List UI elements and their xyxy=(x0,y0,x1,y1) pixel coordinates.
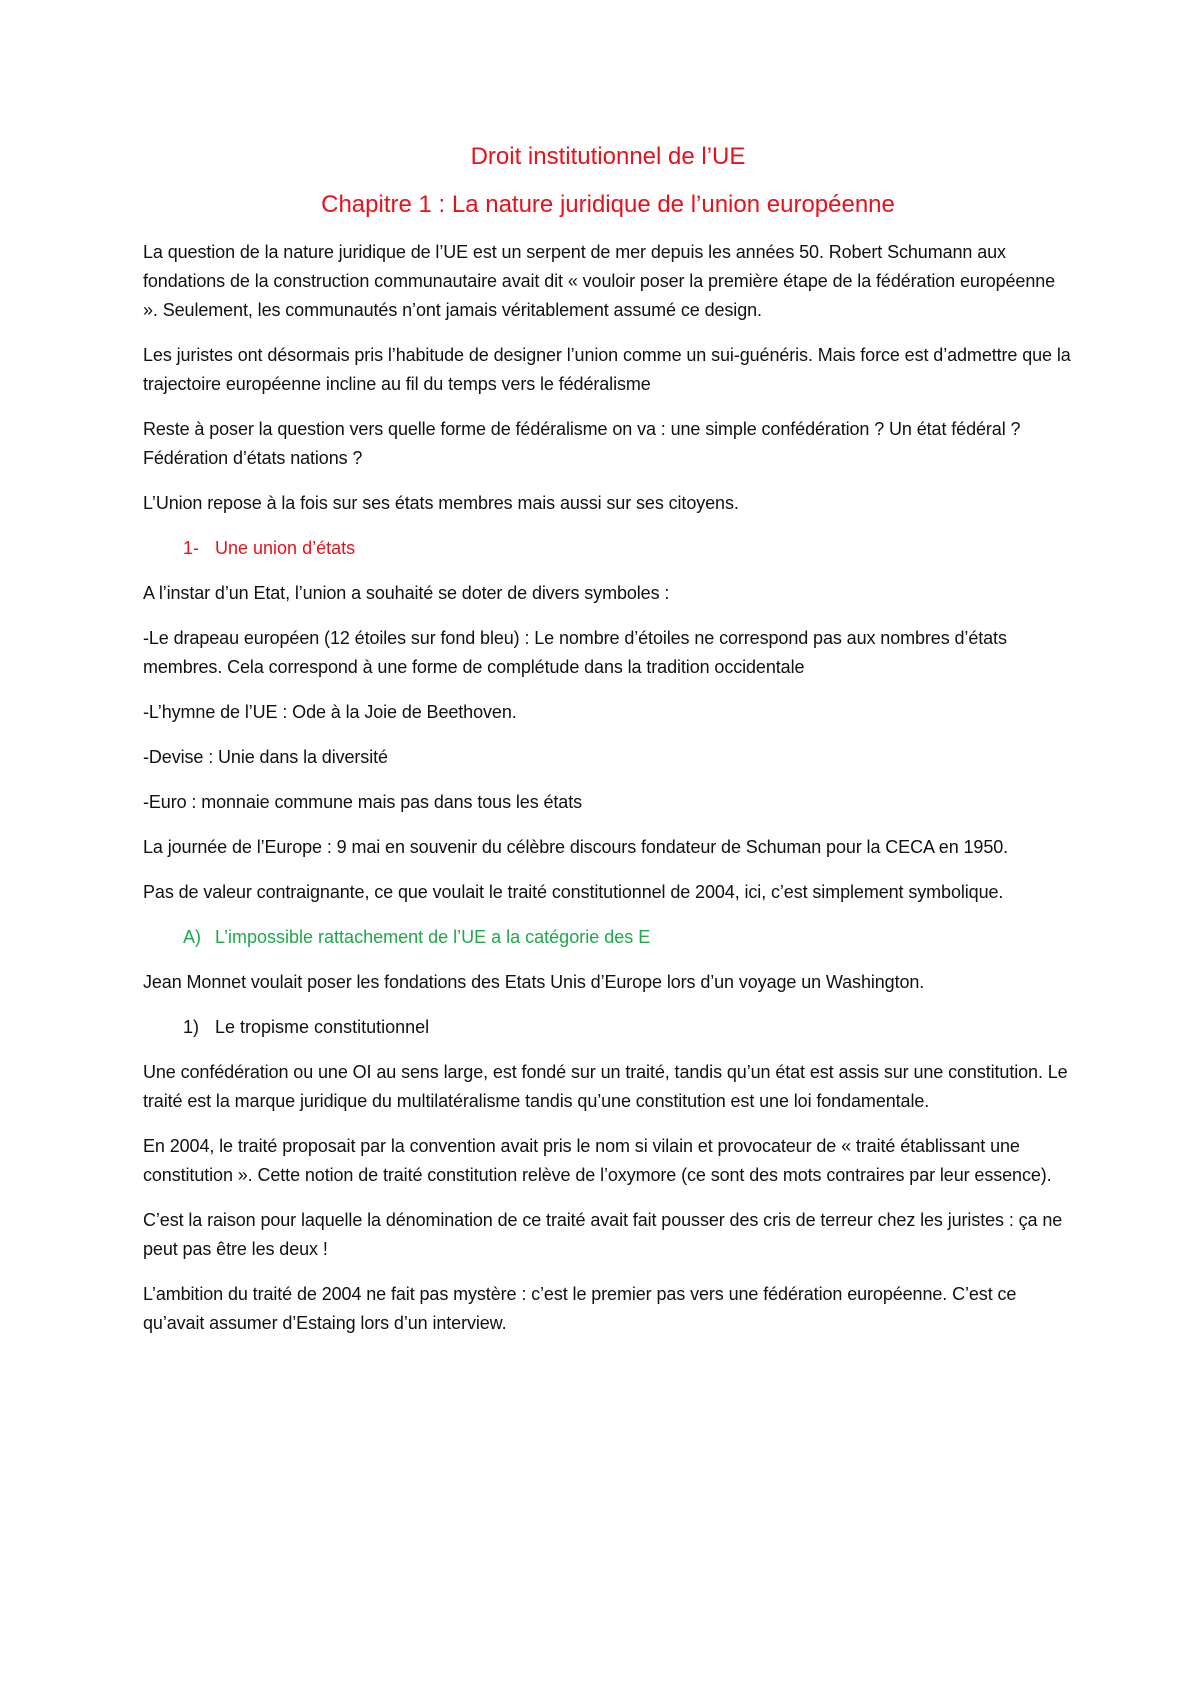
paragraph: -Le drapeau européen (12 étoiles sur fond bleu) : Le nombre d’étoiles ne correspond pas aux nombres d’états membres. Cela correspond à une forme de complétude dans la tradition occidentale xyxy=(143,628,1007,677)
subsection-number: A) xyxy=(183,927,201,947)
paragraph: Reste à poser la question vers quelle forme de fédéralisme on va : une simple confédération ? Un état fédéral ? Fédération d’états nations ? xyxy=(143,419,1021,468)
paragraph: -Euro : monnaie commune mais pas dans tous les états xyxy=(143,792,583,812)
paragraph: -Devise : Unie dans la diversité xyxy=(143,747,388,767)
subsection-number: 1) xyxy=(183,1017,200,1037)
paragraph: L’ambition du traité de 2004 ne fait pas mystère : c’est le premier pas vers une fédération européenne. C’est ce qu’avait assumer d’Estaing lors d’un interview. xyxy=(143,1284,1017,1333)
paragraph: Les juristes ont désormais pris l’habitude de designer l’union comme un sui-guénéris. Mais force est d’admettre que la trajectoire européenne incline au fil du temps vers le fédéralisme xyxy=(143,345,1071,394)
paragraph: En 2004, le traité proposait par la convention avait pris le nom si vilain et provocateur de « traité établissant une constitution ». Cette notion de traité constitution relève de l’oxymore (ce sont des mots contraires par leur essence). xyxy=(143,1136,1052,1185)
paragraph: A l’instar d’un Etat, l’union a souhaité se doter de divers symboles : xyxy=(143,583,670,603)
subsection-label: L’impossible rattachement de l’UE a la catégorie des E xyxy=(215,927,651,947)
paragraph: Jean Monnet voulait poser les fondations des Etats Unis d’Europe lors d’un voyage un Washington. xyxy=(143,972,925,992)
paragraph: L’Union repose à la fois sur ses états membres mais aussi sur ses citoyens. xyxy=(143,493,739,513)
paragraph: C’est la raison pour laquelle la dénomination de ce traité avait fait pousser des cris de terreur chez les juristes : ça ne peut pas être les deux ! xyxy=(143,1210,1063,1259)
paragraph: Pas de valeur contraignante, ce que voulait le traité constitutionnel de 2004, ici, c’est simplement symbolique. xyxy=(143,882,1004,902)
subsection-heading-1 xyxy=(143,1013,1073,1042)
chapter-heading: Chapitre 1 : La nature juridique de l’union européenne xyxy=(321,191,895,218)
section-number: 1- xyxy=(183,538,200,558)
document-title: Droit institutionnel de l’UE xyxy=(470,143,746,170)
section-label: Une union d’états xyxy=(215,538,356,558)
paragraph: -L’hymne de l’UE : Ode à la Joie de Beethoven. xyxy=(143,702,517,722)
paragraph: La question de la nature juridique de l’UE est un serpent de mer depuis les années 50. Robert Schumann aux fondations de la construction communautaire avait dit « vouloir poser la première étape de la fédération européenne ». Seulement, les communautés n’ont jamais véritablement assumé ce design. xyxy=(143,242,1056,320)
subsection-heading-a xyxy=(143,923,1073,952)
paragraph: La journée de l’Europe : 9 mai en souvenir du célèbre discours fondateur de Schuman pour la CECA en 1950. xyxy=(143,837,1009,857)
subsection-label: Le tropisme constitutionnel xyxy=(215,1017,430,1037)
paragraph: Une confédération ou une OI au sens large, est fondé sur un traité, tandis qu’un état est assis sur une constitution. Le traité est la marque juridique du multilatéralisme tandis qu’une constitution est une loi fondamentale. xyxy=(143,1062,1068,1111)
document-body xyxy=(143,142,1073,1354)
section-heading-1 xyxy=(143,534,1073,563)
